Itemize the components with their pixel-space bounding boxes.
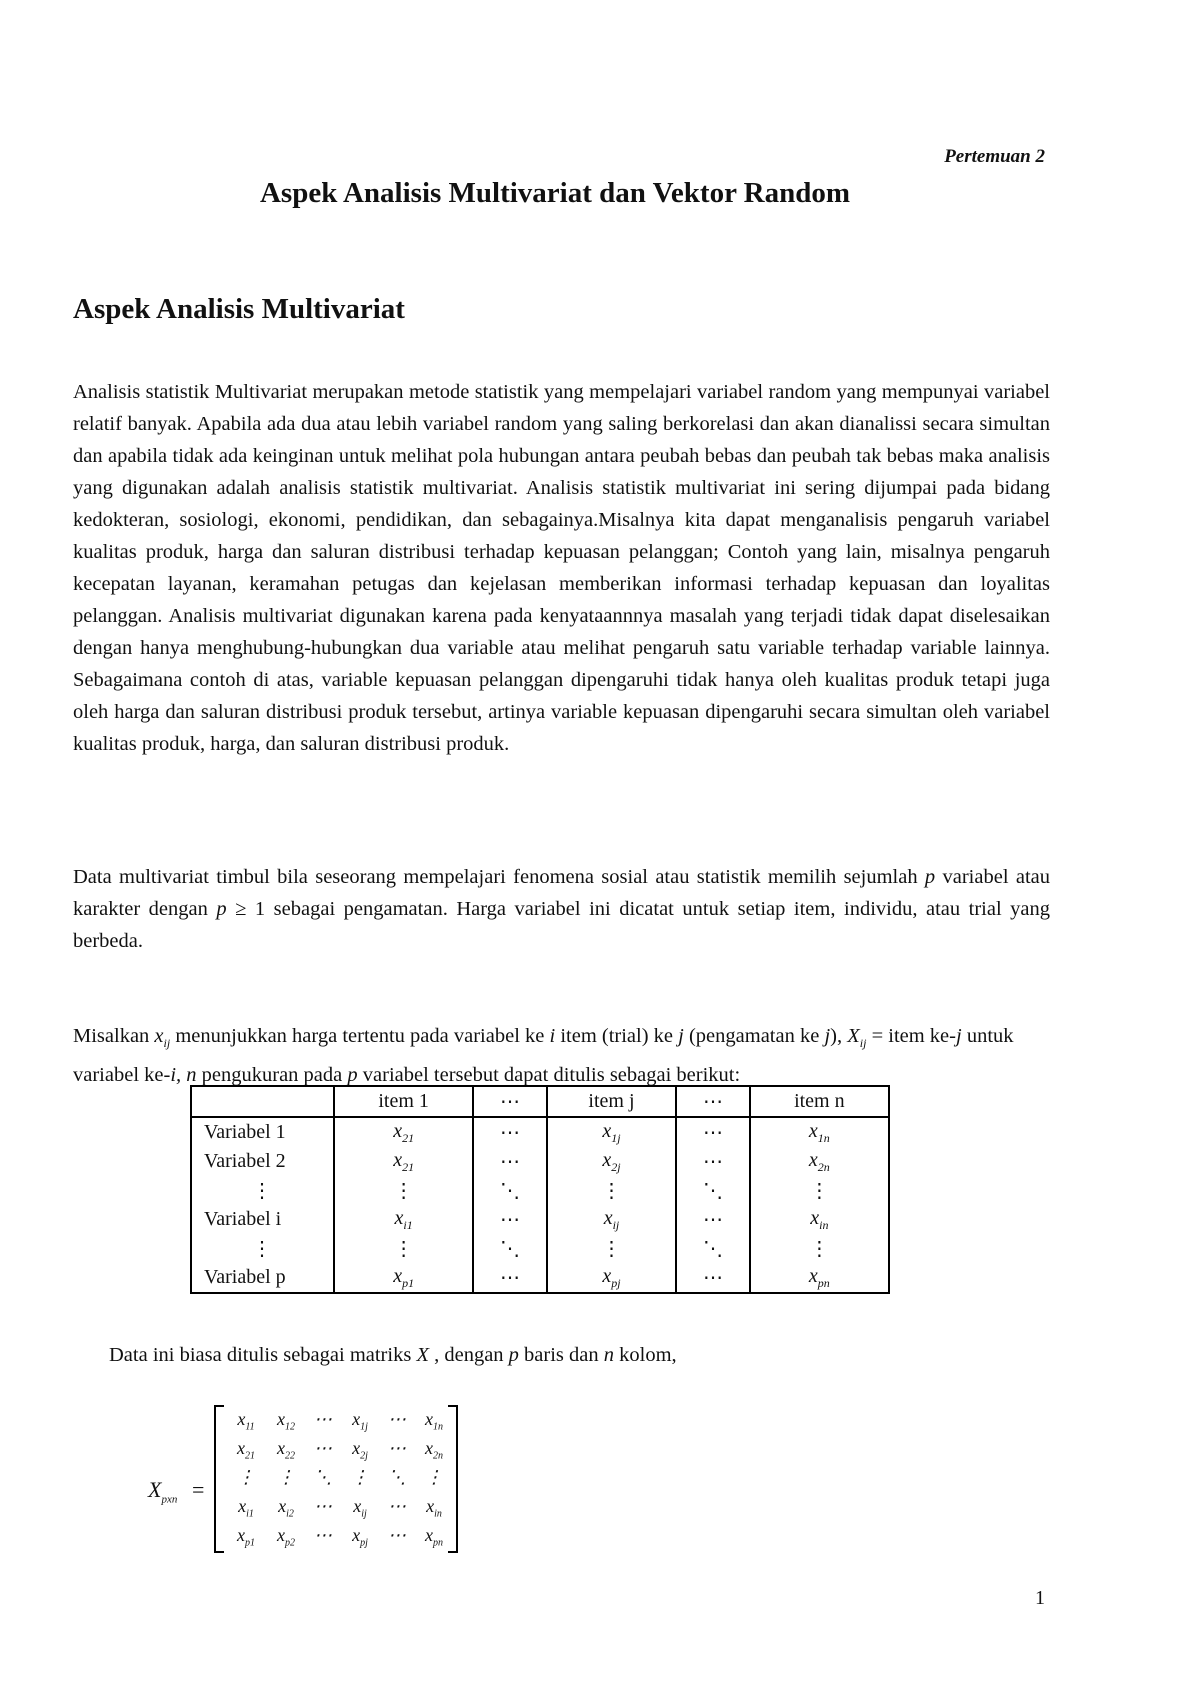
data-table	[190, 1085, 890, 1294]
table-cell: ⋯	[676, 1147, 749, 1176]
table-header-cell: item 1	[334, 1086, 473, 1117]
table-cell: $x_{ij}$	[547, 1205, 677, 1234]
table-cell: $x_{in}$	[750, 1205, 889, 1234]
matrix-entry: $x_{pj}$	[352, 1525, 368, 1549]
table-cell: ⋯	[473, 1263, 546, 1293]
table-cell: $x_{1j}$	[547, 1117, 677, 1147]
table-cell: ⋯	[473, 1205, 546, 1234]
matrix-grid	[226, 1409, 454, 1554]
matrix-entry: ⋯	[388, 1525, 406, 1545]
table-cell: ⋮	[334, 1176, 473, 1205]
table-cell: ⋯	[473, 1117, 546, 1147]
matrix-entry: $x_{in}$	[426, 1496, 442, 1520]
matrix-entry: $x_{22}$	[277, 1438, 295, 1462]
matrix-equals: =	[192, 1477, 205, 1502]
matrix-entry: $x_{ij}$	[353, 1496, 367, 1520]
matrix-entry: $x_{i2}$	[278, 1496, 294, 1520]
table-row-label: Variabel 1	[191, 1117, 334, 1147]
paragraph-intro: Analisis statistik Multivariat merupakan metode statistik yang mempelajari variabel random yang mempunyai variabel relatif banyak. Apabila ada dua atau lebih variabel random yang saling berkorelasi dan akan dianalissi secara simultan dan apabila tidak ada keinginan untuk melihat pola hubungan antara peubah bebas dan peubah tak bebas maka analisis yang digunakan adalah analisis statistik multivariat. Analisis statistik multivariat ini sering dijumpai pada bidang kedokteran, sosiologi, ekonomi, pendidikan, dan sebagainya.Misalnya kita dapat menganalisis pengaruh variabel kualitas produk, harga dan saluran distribusi terhadap kepuasan pelanggan; Contoh yang lain, misalnya pengaruh kecepatan layanan, keramahan petugas dan kejelasan memberikan informasi terhadap kepuasan dan loyalitas pelanggan. Analisis multivariat digunakan karena pada kenyataannnya masalah yang terjadi tidak dapat diselesaikan dengan hanya menghubung-hubungkan dua variable atau melihat pengaruh satu variable terhadap variable lainnya. Sebagaimana contoh di atas, variable kepuasan pelanggan dipengaruhi tidak hanya oleh kualitas produk tetapi juga oleh harga dan saluran distribusi produk tersebut, artinya variable kepuasan dipengaruhi secara simultan oleh variabel kualitas produk, harga, dan saluran distribusi produk.	[73, 381, 1050, 755]
table-cell: ⋱	[473, 1176, 546, 1205]
matrix-entry: $x_{p1}$	[237, 1525, 255, 1549]
table-row-label: ⋮	[191, 1176, 334, 1205]
table-cell: ⋱	[676, 1234, 749, 1263]
table-header-cell: item j	[547, 1086, 677, 1117]
matrix-entry: ⋯	[314, 1409, 332, 1429]
matrix-entry: $x_{1j}$	[352, 1409, 368, 1433]
table-cell: $x_{1n}$	[750, 1117, 889, 1147]
matrix-entry: ⋯	[388, 1409, 406, 1429]
table-cell: ⋮	[750, 1176, 889, 1205]
matrix-entry: ⋯	[314, 1496, 332, 1516]
table-cell: $x_{21}$	[334, 1147, 473, 1176]
table-cell: ⋯	[676, 1117, 749, 1147]
matrix-entry: $x_{i1}$	[238, 1496, 254, 1520]
matrix-entry: ⋱	[388, 1467, 406, 1487]
paragraph-matrix-intro: Data ini biasa ditulis sebagai matriks X , dengan p baris dan n kolom,	[109, 1344, 677, 1366]
table-row-label: Variabel i	[191, 1205, 334, 1234]
matrix-entry: ⋯	[314, 1438, 332, 1458]
page-label: Pertemuan 2	[944, 146, 1045, 167]
table-cell: ⋮	[547, 1176, 677, 1205]
matrix-entry: $x_{2n}$	[425, 1438, 443, 1462]
table-cell: ⋯	[676, 1263, 749, 1293]
table-row	[191, 1205, 889, 1234]
table-cell: ⋮	[547, 1234, 677, 1263]
table-cell: $x_{21}$	[334, 1117, 473, 1147]
paragraph-data-multivariat: Data multivariat timbul bila seseorang mempelajari fenomena sosial atau statistik memilih sejumlah p variabel atau karakter dengan p ≥ 1 sebagai pengamatan. Harga variabel ini dicatat untuk setiap item, individu, atau trial yang berbeda.	[73, 866, 1051, 952]
table-cell: ⋮	[750, 1234, 889, 1263]
table-cell: $x_{i1}$	[334, 1205, 473, 1234]
table-row-label: ⋮	[191, 1234, 334, 1263]
table-cell: $x_{pn}$	[750, 1263, 889, 1293]
table-row-label: Variabel 2	[191, 1147, 334, 1176]
paragraph-notation: Misalkan $x_{ij}$ menunjukkan harga tertentu pada variabel ke i item (trial) ke j (pengamatan ke j), $X_{ij}$ = item ke-j untuk variabel ke-i, n pengukuran pada p variabel tersebut dapat ditulis sebagai berikut:	[73, 1025, 1014, 1087]
table-cell: $x_{2n}$	[750, 1147, 889, 1176]
table-cell: ⋯	[473, 1147, 546, 1176]
matrix-entry: $x_{12}$	[277, 1409, 295, 1433]
matrix-entry: ⋯	[388, 1438, 406, 1458]
matrix-entry: $x_{1n}$	[425, 1409, 443, 1433]
page-number: 1	[1035, 1587, 1045, 1609]
table-cell: ⋱	[676, 1176, 749, 1205]
table-cell: ⋱	[473, 1234, 546, 1263]
table-header-cell	[191, 1086, 334, 1117]
matrix-entry: ⋮	[425, 1467, 443, 1487]
document-title: Aspek Analisis Multivariat dan Vektor Random	[259, 177, 851, 209]
table-header-cell: item n	[750, 1086, 889, 1117]
matrix-entry: ⋯	[314, 1525, 332, 1545]
table-header-cell: ⋯	[473, 1086, 546, 1117]
table-header-row	[191, 1086, 889, 1117]
matrix-entry: $x_{11}$	[237, 1409, 255, 1433]
table-row	[191, 1263, 889, 1293]
table-cell: $x_{p1}$	[334, 1263, 473, 1293]
matrix-entry: ⋯	[388, 1496, 406, 1516]
matrix-brackets	[214, 1405, 458, 1553]
matrix-entry: ⋱	[314, 1467, 332, 1487]
section-heading: Aspek Analisis Multivariat	[73, 293, 405, 325]
table-header-cell: ⋯	[676, 1086, 749, 1117]
matrix-label: $X_{pxn}$	[148, 1477, 178, 1506]
matrix-entry: ⋮	[237, 1467, 255, 1487]
matrix-entry: $x_{2j}$	[352, 1438, 368, 1462]
table-row	[191, 1147, 889, 1176]
table-cell: $x_{pj}$	[547, 1263, 677, 1293]
table-row	[191, 1117, 889, 1147]
table-cell: $x_{2j}$	[547, 1147, 677, 1176]
table-cell: ⋮	[334, 1234, 473, 1263]
matrix-entry: $x_{pn}$	[425, 1525, 443, 1549]
matrix-entry: ⋮	[351, 1467, 369, 1487]
matrix-entry: $x_{p2}$	[277, 1525, 295, 1549]
table-row	[191, 1176, 889, 1205]
table-row	[191, 1234, 889, 1263]
matrix-entry: ⋮	[277, 1467, 295, 1487]
table-cell: ⋯	[676, 1205, 749, 1234]
table-row-label: Variabel p	[191, 1263, 334, 1293]
matrix-entry: $x_{21}$	[237, 1438, 255, 1462]
